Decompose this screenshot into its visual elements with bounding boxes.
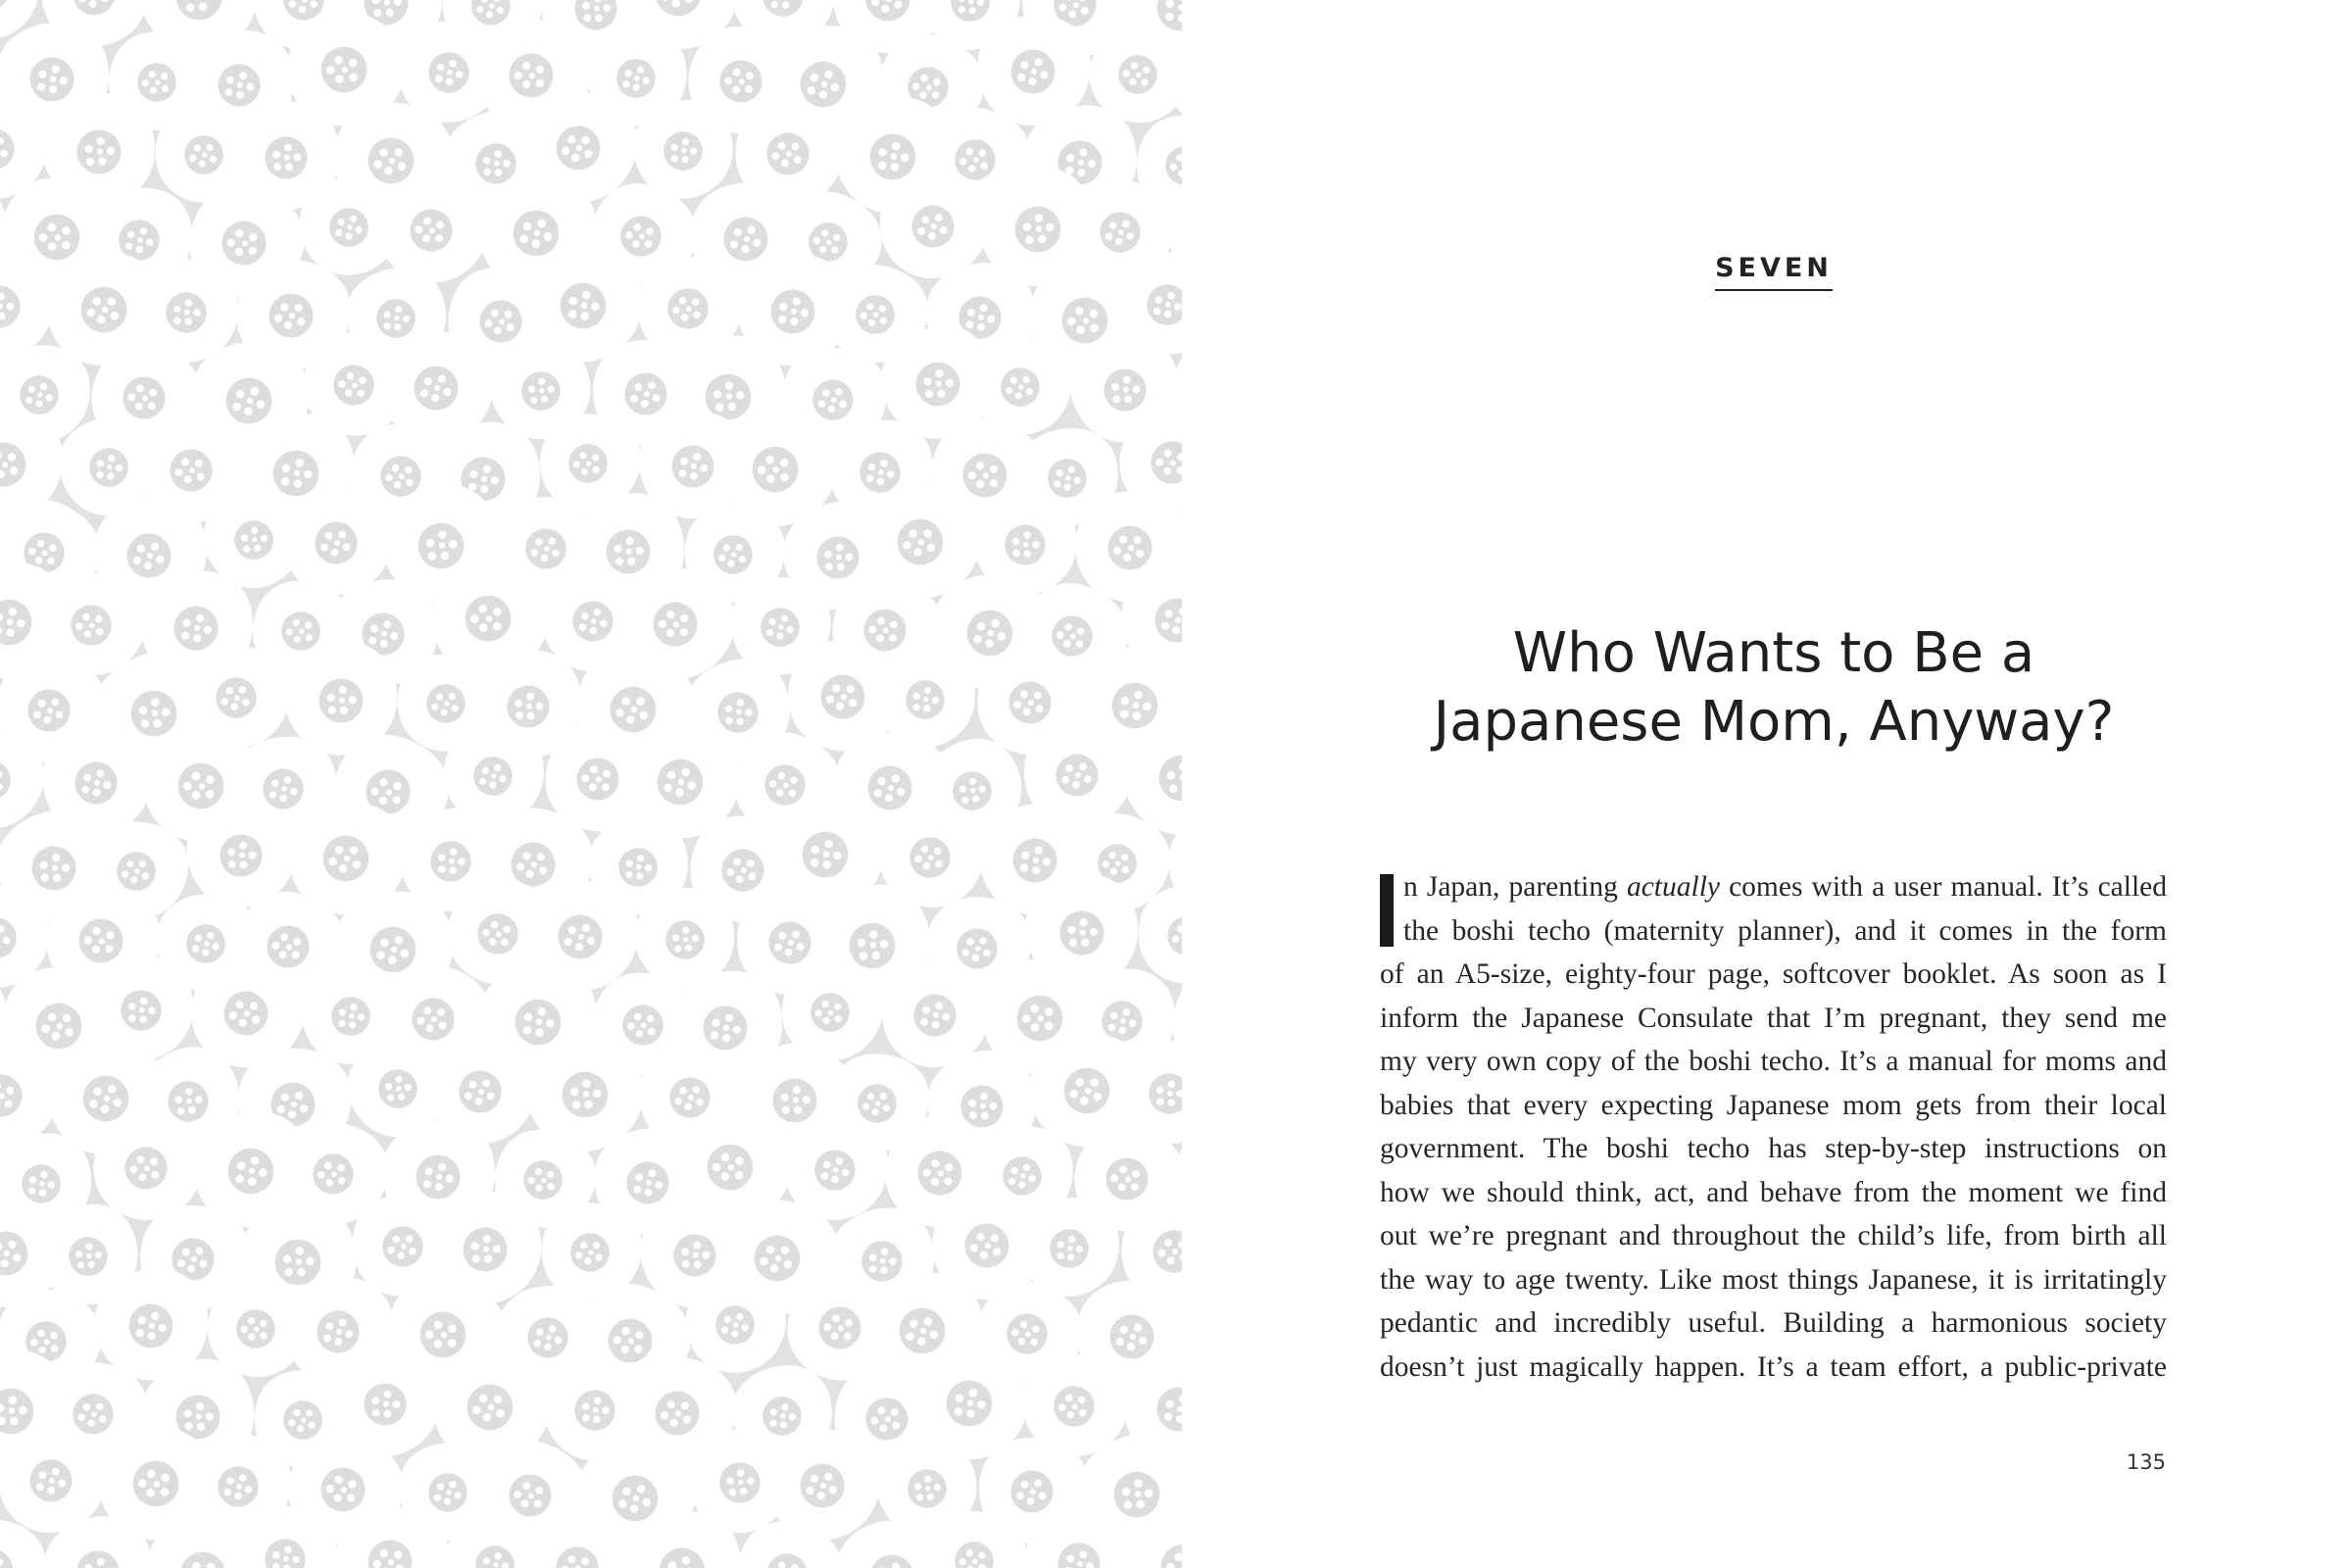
body-line-2: the boshi techo (maternity planner), and it comes in the form bbox=[1403, 914, 2167, 947]
chapter-opening-page bbox=[1182, 0, 2352, 1568]
page-number: 135 bbox=[2126, 1450, 2166, 1474]
body-line-11: pedantic and incredibly useful. Building a harmonious society bbox=[1380, 1307, 2167, 1339]
body-line-10: the way to age twenty. Like most things Japanese, it is irritatingly bbox=[1380, 1263, 2167, 1296]
chapter-title bbox=[1182, 619, 2352, 757]
chapter-title-line-1: Who Wants to Be a bbox=[1512, 621, 2035, 685]
body-line-1-end: comes with a user manual. It’s called bbox=[1720, 871, 2167, 903]
body-line-7: government. The boshi techo has step-by-step instructions on bbox=[1380, 1133, 2167, 1164]
body-line-4: inform the Japanese Consulate that I’m pregnant, they send me bbox=[1380, 1002, 2167, 1034]
chapter-body-text bbox=[1380, 865, 2167, 1389]
body-line-12: doesn’t just magically happen. It’s a team effort, a public-private bbox=[1380, 1350, 2167, 1383]
body-line-8: how we should think, act, and behave from the moment we find bbox=[1380, 1176, 2167, 1208]
emphasis-actually: actually bbox=[1626, 871, 1720, 903]
drop-cap bbox=[1380, 874, 1394, 947]
chapter-number bbox=[1182, 253, 2352, 291]
body-line-6: babies that every expecting Japanese mom gets from their local bbox=[1380, 1089, 2167, 1121]
chapter-number-label: SEVEN bbox=[1715, 253, 1833, 291]
body-line-1-start: n Japan, parenting bbox=[1403, 871, 1627, 903]
body-line-3: of an A5-size, eighty-four page, softcover booklet. As soon as I bbox=[1380, 958, 2167, 990]
body-line-9: out we’re pregnant and throughout the child’s life, from birth all bbox=[1380, 1220, 2167, 1251]
chapter-title-line-2: Japanese Mom, Anyway? bbox=[1433, 690, 2115, 754]
body-line-5: my very own copy of the boshi techo. It’s a manual for moms and bbox=[1380, 1046, 2167, 1077]
body-line-1 bbox=[1380, 865, 2167, 909]
